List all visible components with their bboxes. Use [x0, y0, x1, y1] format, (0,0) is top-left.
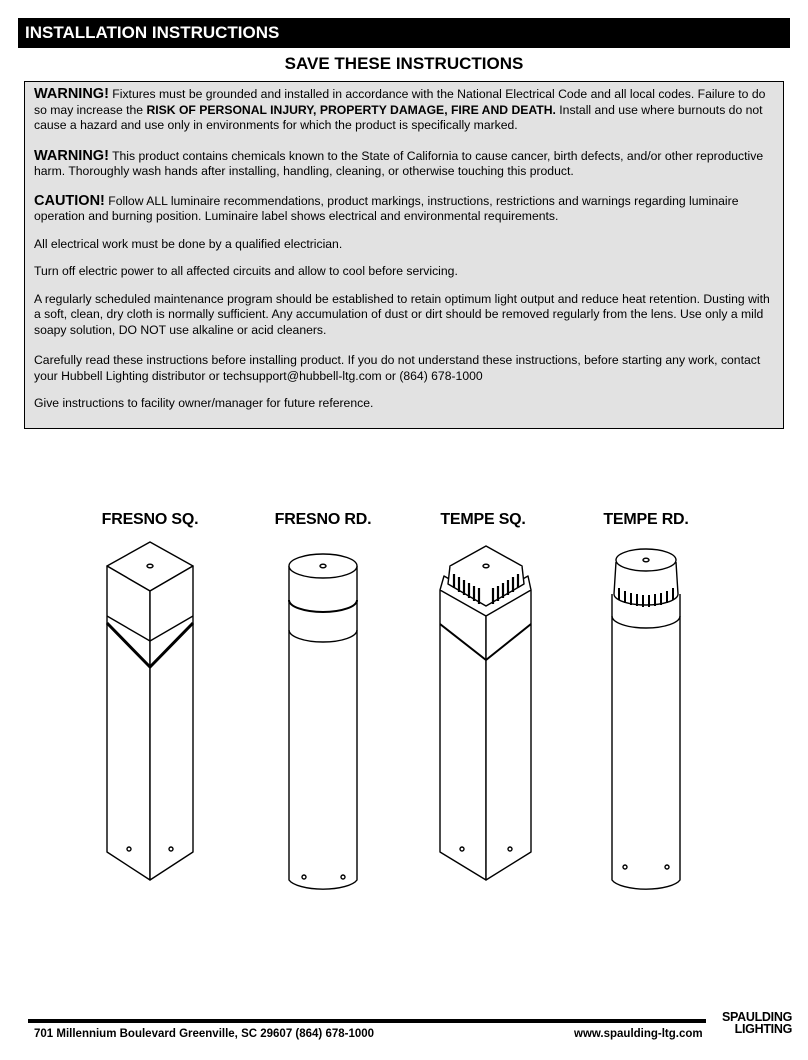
- owner-reference-note: Give instructions to facility owner/manager for future reference.: [34, 396, 374, 410]
- warning-1-text-a: Fixtures must be grounded and installed in accordance with the National Electrical Code and all local codes. Failure to do so may increase the: [34, 87, 766, 117]
- caution-text: Follow ALL luminaire recommendations, product markings, instructions, restrictions and warnings regarding luminaire operation and burning position. Luminaire label shows electrical and environmental requirements.: [34, 193, 739, 223]
- warning-1-text-b: Install and use where burnouts do not cause a hazard and use only in environments for which the product is specifically marked.: [34, 102, 763, 132]
- fresno-rd-bollard: [289, 554, 357, 889]
- label-fresno-sq: FRESNO SQ.: [101, 511, 199, 528]
- logo-line-2: LIGHTING: [734, 1022, 792, 1036]
- caution-lead: CAUTION!: [34, 192, 105, 209]
- fixtures-illustration: [0, 530, 808, 900]
- warning-lead-2: WARNING!: [34, 147, 109, 164]
- label-fresno-rd: FRESNO RD.: [274, 511, 372, 528]
- tempe-sq-bollard: [440, 546, 531, 880]
- header-bar: [18, 18, 790, 48]
- caution-paragraph: [34, 194, 774, 225]
- warning-paragraph-2: [34, 149, 774, 180]
- power-off-note: Turn off electric power to all affected circuits and allow to cool before servicing.: [34, 264, 458, 278]
- footer-rule: [28, 1019, 706, 1023]
- logo-line-1: SPAULDING: [722, 1010, 792, 1024]
- fresno-sq-bollard: [107, 542, 193, 880]
- label-tempe-sq: TEMPE SQ.: [440, 511, 526, 528]
- warning-2-text: This product contains chemicals known to the State of California to cause cancer, birth defects, and/or other reproductive harm. Thoroughly wash hands after installing, handling, cleaning, or otherwise touching this product.: [34, 148, 764, 178]
- warning-paragraph-1: [34, 87, 774, 134]
- header-title: INSTALLATION INSTRUCTIONS: [25, 23, 280, 42]
- electrician-note: All electrical work must be done by a qualified electrician.: [34, 236, 343, 251]
- save-instructions-title: SAVE THESE INSTRUCTIONS: [284, 54, 524, 73]
- warning-1-bold: RISK OF PERSONAL INJURY, PROPERTY DAMAGE, FIRE AND DEATH.: [146, 102, 556, 117]
- maintenance-note: A regularly scheduled maintenance program should be established to retain optimum light output and reduce heat retention. Dusting with a soft, clean, dry cloth is normally sufficient. Any accumulation of dust or dirt should be removed regularly from the lens. Use only a mild soapy solution, DO NOT use alkaline or acid cleaners.: [34, 291, 770, 337]
- spaulding-logo: [712, 1011, 792, 1035]
- footer-address: 701 Millennium Boulevard Greenville, SC 29607 (864) 678-1000: [34, 1028, 375, 1040]
- warning-box: [24, 81, 784, 429]
- footer-website: www.spaulding-ltg.com: [574, 1028, 703, 1040]
- warning-lead-1: WARNING!: [34, 86, 109, 102]
- label-tempe-rd: TEMPE RD.: [603, 511, 689, 528]
- tempe-rd-bollard: [612, 549, 680, 889]
- read-instructions-note: Carefully read these instructions before installing product. If you do not understand these instructions, before starting any work, contact your Hubbell Lighting distributor or techsupport@hubbell-ltg.com or (864) 678-1000: [34, 353, 761, 383]
